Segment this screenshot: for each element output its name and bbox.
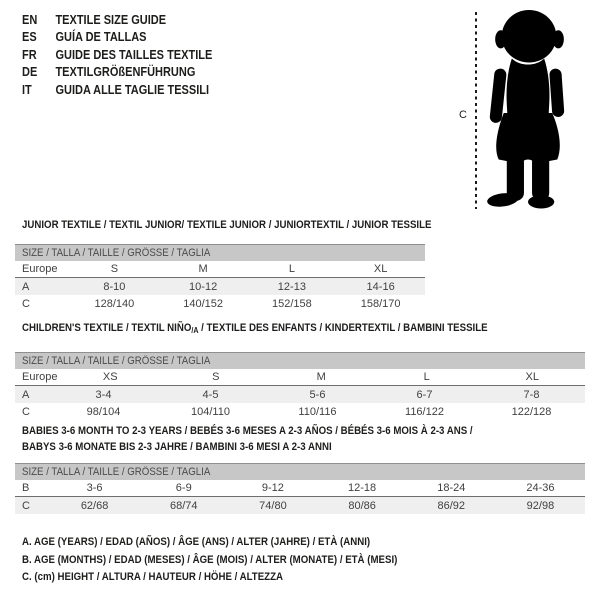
section-babies-textile xyxy=(15,424,585,514)
title-line: BABIES 3-6 MONTH TO 2-3 YEARS / BEBÉS 3-6 MESES A 2-3 AÑOS / BÉBÉS 3-6 MOIS À 2-3 ANS / xyxy=(22,425,473,437)
size-header-label: SIZE / TALLA / TAILLE / GRÖSSE / TAGLIA xyxy=(22,466,211,478)
value-cell: 86/92 xyxy=(437,499,466,512)
value-cell: 140/152 xyxy=(183,297,223,310)
section-title xyxy=(22,424,585,455)
language-title: TEXTILGRÖßENFÜHRUNG xyxy=(55,65,196,80)
height-dashed-line xyxy=(474,10,478,210)
value-cell: 122/128 xyxy=(511,405,552,418)
value-cell: 12-18 xyxy=(348,482,377,494)
value-cell: 62/68 xyxy=(80,499,109,512)
row-label: C xyxy=(22,499,30,512)
language-row-it xyxy=(22,81,212,99)
value-cell: 24-36 xyxy=(526,482,555,494)
value-cell: 14-16 xyxy=(366,280,395,293)
value-cell: 116/122 xyxy=(405,405,444,418)
language-row-de xyxy=(22,64,212,82)
value-cell: 12-13 xyxy=(277,280,306,293)
section-junior-textile xyxy=(15,215,432,312)
language-title: TEXTILE SIZE GUIDE xyxy=(55,12,167,27)
table-row-europe xyxy=(15,369,585,386)
height-c-label: C xyxy=(459,109,467,121)
size-cell: M xyxy=(316,371,326,383)
table-row-height xyxy=(15,403,585,420)
title-part-sub: /A xyxy=(191,326,199,335)
size-cell: S xyxy=(212,371,220,383)
size-header-bar xyxy=(15,352,585,369)
value-cell: 9-12 xyxy=(261,482,284,494)
value-cell: 92/98 xyxy=(526,499,555,512)
baby-figure xyxy=(455,5,595,213)
size-header-bar xyxy=(15,463,585,480)
value-cell: 104/110 xyxy=(191,405,230,418)
size-cell: M xyxy=(198,263,208,275)
value-cell: 74/80 xyxy=(259,499,287,512)
language-title: GUIDA ALLE TAGLIE TESSILI xyxy=(55,82,210,97)
section-childrens-textile xyxy=(15,318,585,420)
row-label: A xyxy=(22,280,30,293)
size-cell: L xyxy=(423,371,430,383)
title-part: CHILDREN'S TEXTILE / TEXTIL NIÑO xyxy=(22,322,192,334)
table-row-height xyxy=(15,497,585,514)
table-row-age-months xyxy=(15,480,585,497)
value-cell: 110/116 xyxy=(298,405,337,418)
title-part: / TEXTILE DES ENFANTS / KINDERTEXTIL / BAMBINI TESSILE xyxy=(198,322,488,334)
row-label: B xyxy=(22,482,30,494)
row-label: Europe xyxy=(22,371,58,383)
size-cell: L xyxy=(288,263,295,275)
baby-silhouette-icon xyxy=(481,8,575,210)
size-header-bar xyxy=(15,244,425,261)
size-header-label: SIZE / TALLA / TAILLE / GRÖSSE / TAGLIA xyxy=(22,247,211,259)
value-cell: 6-7 xyxy=(416,388,433,401)
size-cell: XL xyxy=(525,371,539,383)
table-row-europe xyxy=(15,261,425,278)
language-code: IT xyxy=(22,82,32,97)
value-cell: 152/158 xyxy=(271,297,312,310)
language-row-en xyxy=(22,11,212,29)
section-title xyxy=(22,322,488,337)
language-title: GUIDE DES TAILLES TEXTILE xyxy=(55,47,213,62)
table-row-age xyxy=(15,386,585,403)
value-cell: 6-9 xyxy=(175,482,192,494)
value-cell: 7-8 xyxy=(523,388,540,401)
note-age-months: B. AGE (MONTHS) / EDAD (MESES) / ÂGE (MOIS) / ALTER (MONATE) / ETÀ (MESI) xyxy=(22,553,398,566)
value-cell: 68/74 xyxy=(169,499,198,512)
section-title: JUNIOR TEXTILE / TEXTIL JUNIOR/ TEXTILE JUNIOR / JUNIORTEXTIL / JUNIOR TESSILE xyxy=(22,219,432,231)
legend-notes xyxy=(22,536,449,589)
value-cell: 158/170 xyxy=(360,297,401,310)
table-row-height xyxy=(15,295,425,312)
language-row-fr xyxy=(22,46,212,64)
note-height: C. (cm) HEIGHT / ALTURA / HAUTEUR / HÖHE / ALTEZZA xyxy=(22,571,284,583)
language-row-es xyxy=(22,29,212,47)
language-code: ES xyxy=(22,30,37,45)
value-cell: 80/86 xyxy=(348,499,376,512)
value-cell: 10-12 xyxy=(189,280,218,293)
value-cell: 8-10 xyxy=(103,280,126,293)
value-cell: 18-24 xyxy=(437,482,466,494)
value-cell: 128/140 xyxy=(94,297,135,310)
language-list xyxy=(22,11,238,99)
table-row-age xyxy=(15,278,425,295)
language-code: DE xyxy=(22,65,38,80)
size-cell: S xyxy=(110,263,119,275)
size-cell: XL xyxy=(373,263,388,275)
value-cell: 5-6 xyxy=(309,388,326,401)
title-line: BABYS 3-6 MONATE BIS 2-3 JAHRE / BAMBINI 3-6 MESI A 2-3 ANNI xyxy=(22,440,332,453)
value-cell: 3-6 xyxy=(86,482,103,494)
language-title: GUÍA DE TALLAS xyxy=(55,30,147,45)
note-age-years: A. AGE (YEARS) / EDAD (AÑOS) / ÂGE (ANS) / ALTER (JAHRE) / ETÀ (ANNI) xyxy=(22,536,371,548)
row-label: C xyxy=(22,405,30,418)
value-cell: 3-4 xyxy=(95,388,112,401)
value-cell: 98/104 xyxy=(86,405,121,418)
value-cell: 4-5 xyxy=(202,388,219,401)
language-code: FR xyxy=(22,47,37,62)
size-header-label: SIZE / TALLA / TAILLE / GRÖSSE / TAGLIA xyxy=(22,355,211,367)
size-cell: XS xyxy=(102,371,118,383)
language-code: EN xyxy=(22,12,38,27)
row-label: C xyxy=(22,297,30,310)
row-label: A xyxy=(22,388,30,401)
row-label: Europe xyxy=(22,263,58,275)
